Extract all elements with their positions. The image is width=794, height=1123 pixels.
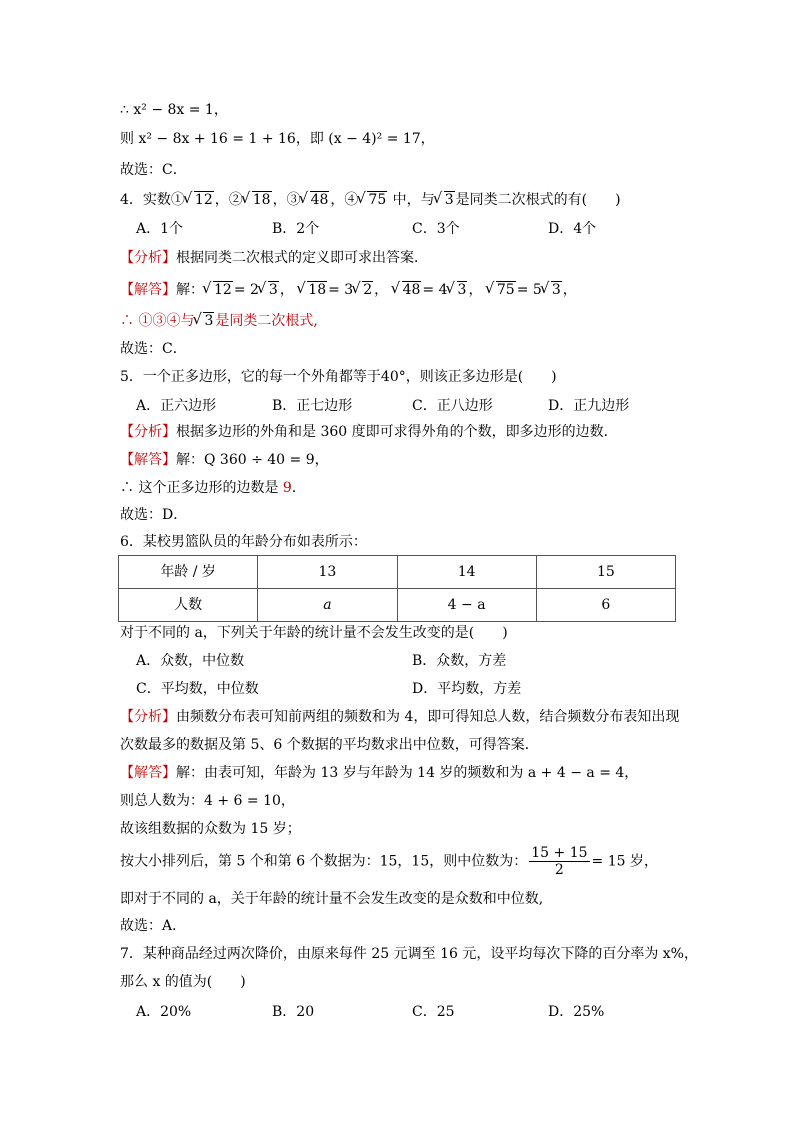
radical-3: √ 3 xyxy=(435,191,455,209)
q4-option-a: A．1个 xyxy=(136,221,184,237)
q6-answer-4: 按大小排列后，第 5 个和第 6 个数据为：15，15，则中位数为： $\frac{15 + 15}{2}$ = 15 岁， xyxy=(120,845,658,878)
q5-option-c: C．正八边形 xyxy=(412,398,493,414)
q5-stem: 5．一个正多边形，它的每一个外角都等于40°，则该正多边形是( ) xyxy=(120,369,557,385)
table-row xyxy=(119,556,676,589)
q6-analysis-1: 【分析】由频数分布表可知前两组的频数和为 4，即可得知总人数，结合频数分布表知出现 xyxy=(120,709,680,725)
q5-option-a: A．正六边形 xyxy=(136,398,217,414)
q5-option-b: B．正七边形 xyxy=(272,398,353,414)
q5-choose: 故选：D． xyxy=(120,507,188,523)
q6-option-d: D．平均数，方差 xyxy=(412,681,522,697)
q4-option-d: D．4个 xyxy=(548,221,597,237)
q4-analysis: 【分析】根据同类二次根式的定义即可求出答案． xyxy=(120,250,428,266)
q4-choose: 故选：C． xyxy=(120,341,187,357)
radical-75: √ 75 xyxy=(358,191,387,209)
radical-48: √ 48 xyxy=(301,191,330,209)
q5-conclusion: ∴ 这个正多边形的边数是 9． xyxy=(120,480,306,496)
q7-option-c: C．25 xyxy=(412,1004,455,1020)
q7-option-d: D．25% xyxy=(548,1004,605,1020)
fraction: $\frac{15 + 15}{2}$ xyxy=(531,845,588,878)
q7-option-a: A．20% xyxy=(136,1004,192,1020)
line-equation-1: ∴ x² − 8x = 1， xyxy=(120,102,228,118)
q6-answer-2: 则总人数为：4 + 6 = 10， xyxy=(120,793,295,809)
q4-option-c: C．3个 xyxy=(412,221,460,237)
q5-option-d: D．正九边形 xyxy=(548,398,630,414)
q4-stem: 4．实数①√ 12 ，②√ 18 ，③√ 48 ，④√ 75 中，与√ 3 是同类二次根式的有( ) xyxy=(120,191,621,209)
q6-choose: 故选：A． xyxy=(120,918,187,934)
q6-option-c: C．平均数，中位数 xyxy=(136,681,259,697)
q6-analysis-2: 次数最多的数据及第 5、6 个数据的平均数求出中位数，可得答案． xyxy=(120,737,539,753)
q4-option-b: B．2个 xyxy=(272,221,320,237)
q6-question: 对于不同的 a，下列关于年龄的统计量不会发生改变的是( ) xyxy=(120,625,508,641)
q6-option-a: A．众数，中位数 xyxy=(136,653,245,669)
q6-answer-5: 即对于不同的 a，关于年龄的统计量不会发生改变的是众数和中位数, xyxy=(120,891,544,907)
q5-analysis: 【分析】根据多边形的外角和是 360 度即可求得外角的个数，即多边形的边数． xyxy=(120,424,618,440)
age-distribution-table xyxy=(118,555,676,622)
table-cell: 15 xyxy=(536,556,675,589)
table-cell: 人数 xyxy=(119,589,258,622)
q7-option-b: B．20 xyxy=(272,1004,315,1020)
line-equation-2: 则 x² − 8x + 16 = 1 + 16，即 (x − 4)² = 17， xyxy=(120,131,435,147)
radical-12: √ 12 xyxy=(185,191,214,209)
q7-stem-2: 那么 x 的值为( ) xyxy=(120,974,246,990)
q6-stem: 6．某校男篮队员的年龄分布如表所示： xyxy=(120,534,367,550)
q6-answer-1: 【解答】解：由表可知，年龄为 13 岁与年龄为 14 岁的频数和为 a + 4 − a = 4， xyxy=(120,765,639,781)
radical-18: √ 18 xyxy=(243,191,272,209)
table-cell: 14 xyxy=(397,556,536,589)
table-cell: 6 xyxy=(536,589,675,622)
q6-option-b: B．众数，方差 xyxy=(412,653,507,669)
q6-answer-3: 故该组数据的众数为 15 岁； xyxy=(120,821,301,837)
table-cell: 年龄 / 岁 xyxy=(119,556,258,589)
q7-stem-1: 7．某种商品经过两次降价，由原来每件 25 元调至 16 元，设平均每次下降的百分率为 x%， xyxy=(120,946,698,962)
line-choose-prev: 故选：C． xyxy=(120,162,187,178)
q4-answer: 【解答】解：√ 12 = 2√ 3 ， √ 18 = 3√ 2 ， √ 48 = 4√ 3 ， √ 75 = 5√ 3 ， xyxy=(120,281,577,299)
table-cell: a xyxy=(258,589,397,622)
q4-conclusion: ∴ ①③④与√ 3 是同类二次根式, xyxy=(120,312,318,330)
q5-answer: 【解答】解：Q 360 ÷ 40 = 9， xyxy=(120,452,329,468)
table-cell: 13 xyxy=(258,556,397,589)
table-cell: 4 − a xyxy=(397,589,536,622)
table-row xyxy=(119,589,676,622)
